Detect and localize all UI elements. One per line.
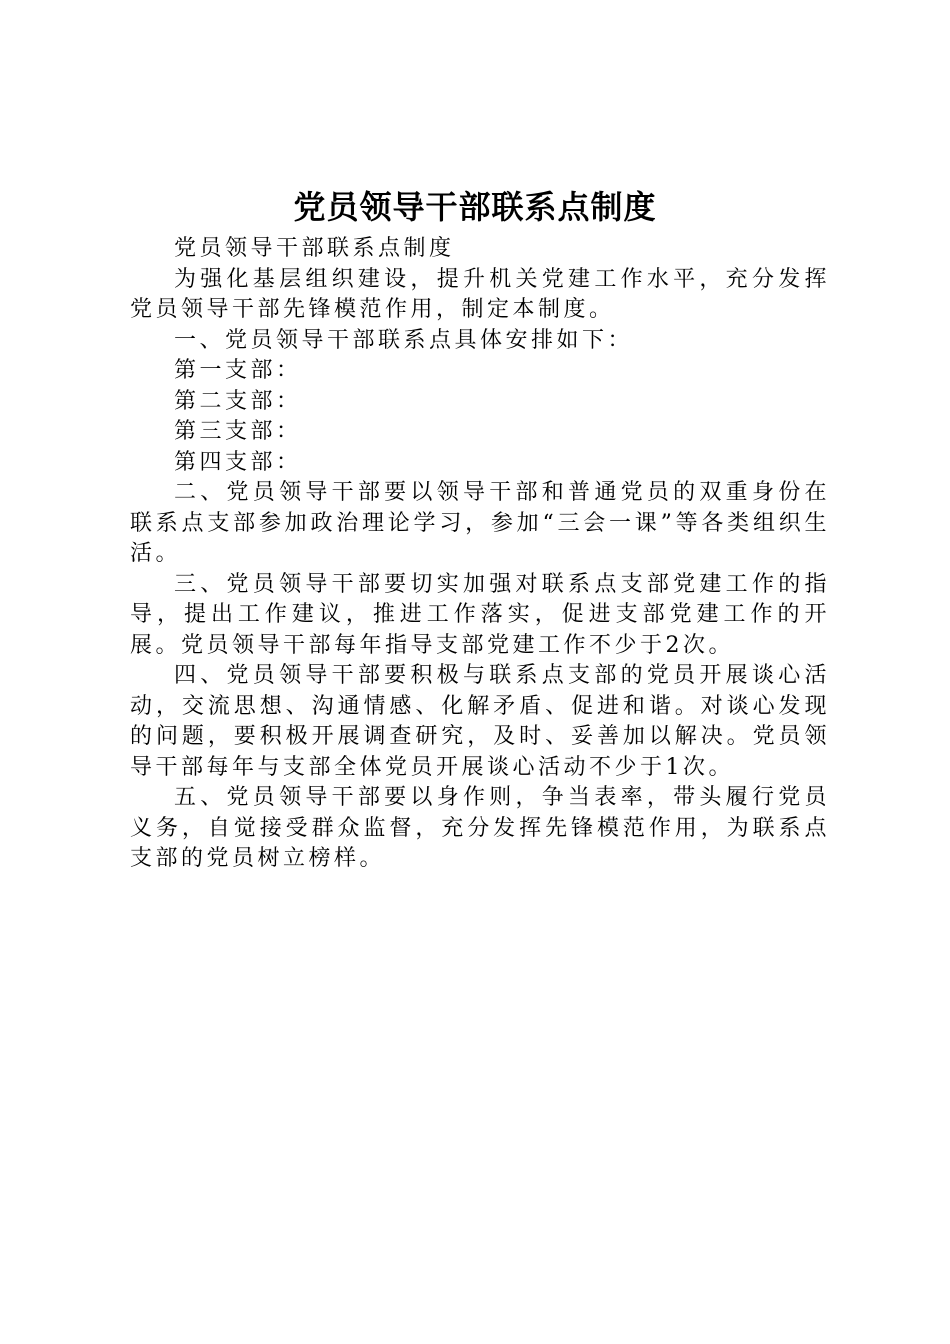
paragraph-section-1: 一、党员领导干部联系点具体安排如下： [174, 327, 634, 353]
paragraph-section-5: 五、党员领导干部要以身作则，争当表率，带头履行党员义务，自觉接受群众监督，充分发挥先锋模范作用，为联系点支部的党员树立榜样。 [130, 785, 830, 871]
document-title: 党员领导干部联系点制度 [293, 188, 657, 226]
paragraph-branch-4: 第四支部： [174, 449, 302, 475]
paragraph-purpose: 为强化基层组织建设，提升机关党建工作水平，充分发挥党员领导干部先锋模范作用，制定本制度。 [130, 266, 830, 322]
paragraph-section-2: 二、党员领导干部要以领导干部和普通党员的双重身份在联系点支部参加政治理论学习，参加“三会一课”等各类组织生活。 [130, 480, 830, 566]
document-body [130, 234, 830, 875]
paragraph-branch-2: 第二支部： [174, 388, 302, 414]
paragraph-section-3: 三、党员领导干部要切实加强对联系点支部党建工作的指导，提出工作建议，推进工作落实，促进支部党建工作的开展。党员领导干部每年指导支部党建工作不少于2次。 [130, 571, 830, 658]
paragraph-branch-1: 第一支部： [174, 358, 302, 383]
paragraph-subtitle: 党员领导干部联系点制度 [174, 236, 455, 261]
paragraph-section-4: 四、党员领导干部要积极与联系点支部的党员开展谈心活动，交流思想、沟通情感、化解矛盾、促进和谐。对谈心发现的问题，要积极开展调查研究，及时、妥善加以解决。党员领导干部每年与支部全体党员开展谈心活动不少于1次。 [130, 663, 830, 780]
paragraph-branch-3: 第三支部： [174, 419, 302, 444]
